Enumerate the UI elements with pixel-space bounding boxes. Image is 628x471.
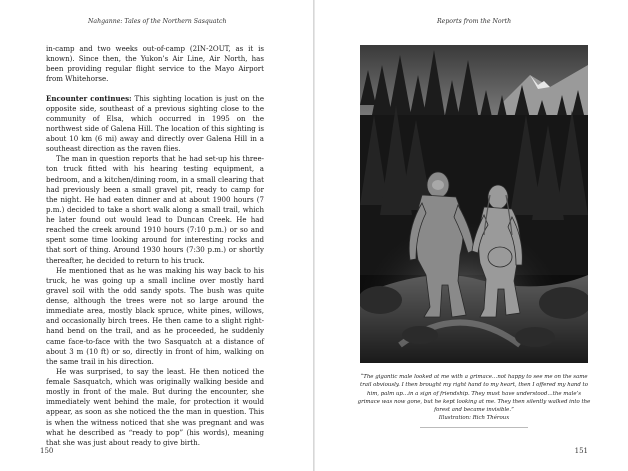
- caption-quote: “The gigantic male looked at me with a grimace…not happy to see me on the same trail obviously. I then brought my right hand to my heart, then I offered my hand to him, palm up…in a sign of friendship. They must have understood…the male’s grimace was now gone, but he kept looking at me. They then silently walked into the forest and became invisible.”: [357, 374, 591, 414]
- paragraph-3: The man in question reports that he had set-up his three-ton truck fitted with his hearing testing equipment, a bedroom, and a kitchen/dining room, in a small clearing that had previously been a small gravel pit, ready to camp for the night. He had eaten dinner and at about 1900 hours (7 p.m.) decided to take a short walk along a small trail, which he later found out would lead to Duncan Creek. He had reached the creek around 1910 hours (7:10 p.m.) or so and spent some time looking around for interesting rocks and that sort of thing. Around 1930 hours (7:30 p.m.) or shortly thereafter, he decided to return to his truck.: [46, 154, 264, 265]
- run-in-heading: Encounter continues:: [46, 93, 132, 103]
- illustration-drawing: [360, 45, 588, 363]
- left-page: [0, 0, 313, 471]
- paragraph-5: He was surprised, to say the least. He then noticed the female Sasquatch, which was originally walking beside and mostly in front of the male. But during the encounter, she immediately went behind the male, for protection it would appear, as soon as she noticed the the man in question. This is when the witness noticed that she was pregnant and was what he described as “ready to pop” (his words), meaning that she was just about ready to give birth.: [46, 366, 264, 447]
- illustration-caption: [357, 373, 591, 423]
- running-head-right: Reports from the North: [437, 18, 512, 25]
- illustration-credit: Illustration: Rich Théroux: [438, 415, 510, 422]
- caption-rule: [420, 427, 528, 428]
- paragraph-2: [46, 94, 264, 155]
- running-head-left: Nahganne: Tales of the Northern Sasquatch: [88, 18, 227, 25]
- page-number-right: 151: [574, 447, 588, 455]
- sasquatch-illustration: [360, 45, 588, 363]
- paragraph-4: He mentioned that as he was making his way back to his truck, he was going up a small incline over mostly hard gravel soil with the odd sandy spots. The bush was quite dense, although the trees were not so large around the immediate area, mostly black spruce, white pines, willows, and occasionally birch trees. He then came to a slight right-hand bend on the trail, and as he proceeded, he suddenly came face-to-face with the two Sasquatch at a distance of about 3 m (10 ft) or so, directly in front of him, walking on the same trail in his direction.: [46, 265, 264, 366]
- right-page: [315, 0, 628, 471]
- page-number-left: 150: [40, 447, 54, 455]
- paragraph-2-text: This sighting location is just on the opposite side, southeast of a previous sighting close to the community of Elsa, which occurred in 1995 on the northwest side of Galena Hill. The location of this sighting is about 10 km (6 mi) away and directly over Galena Hill in a southeast direction as the raven flies.: [46, 93, 265, 154]
- paragraph-1: in-camp and two weeks out-of-camp (2IN-2OUT, as it is known). Since then, the Yukon’s Air Line, Air North, has been providing regular flight service to the Mayo Airport from Whitehorse.: [46, 44, 264, 84]
- body-text: [46, 44, 264, 448]
